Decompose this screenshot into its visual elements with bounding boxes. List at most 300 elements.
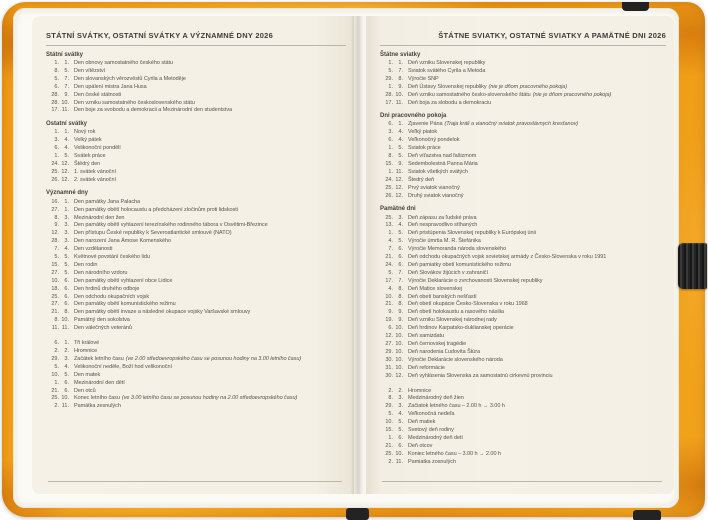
holiday-row — [46, 177, 346, 185]
holiday-day: 6. — [54, 83, 59, 90]
holiday-row — [380, 254, 666, 262]
elastic-band-top — [622, 2, 649, 11]
holiday-row — [380, 395, 666, 403]
holiday-label: Den vzniku samostatného československého státu — [74, 99, 195, 106]
holiday-month: 3. — [398, 395, 403, 402]
holiday-month: 6. — [64, 387, 69, 394]
holiday-label: 1. svátek vánoční — [74, 168, 116, 175]
holiday-label: Výročie Deklarácie slovenského národa — [408, 356, 503, 363]
holiday-day: 28. — [51, 91, 59, 98]
holiday-label: 2. svátek vánoční — [74, 176, 116, 183]
holiday-month: 8. — [398, 293, 403, 300]
holiday-day: 1. — [54, 129, 59, 136]
holiday-row — [46, 262, 346, 270]
holiday-month: 12. — [395, 192, 403, 199]
holiday-label: Sedembolestná Panna Mária — [408, 160, 478, 167]
holiday-row — [46, 137, 346, 145]
holiday-month: 3. — [64, 222, 69, 229]
holiday-label: Nový rok — [74, 129, 96, 136]
holiday-row — [380, 60, 666, 68]
holiday-day: 10. — [51, 277, 59, 284]
holiday-month: 3. — [64, 230, 69, 237]
holiday-day: 24. — [385, 176, 393, 183]
holiday-day: 6. — [388, 137, 393, 144]
holiday-month: 5. — [398, 230, 403, 237]
holiday-label: Mezinárodní den žen — [74, 214, 125, 221]
section-heading: Ostatní svátky — [46, 120, 88, 127]
holiday-label: Deň otcov — [408, 442, 433, 449]
holiday-month: 10. — [395, 450, 403, 457]
holiday-row — [380, 193, 666, 201]
holiday-month: 6. — [64, 301, 69, 308]
holiday-row — [380, 427, 666, 435]
holiday-month: 5. — [64, 67, 69, 74]
holiday-day: 8. — [54, 317, 59, 324]
holiday-month: 6. — [398, 261, 403, 268]
holiday-month: 10. — [395, 341, 403, 347]
holiday-row — [46, 246, 346, 254]
holiday-day: 11. — [51, 325, 59, 332]
holiday-label: Deň vzniku Slovenskej republiky — [408, 60, 486, 66]
holiday-month: 1. — [64, 198, 69, 205]
holiday-row — [380, 419, 666, 427]
holiday-label: Medzinárodný deň detí — [408, 434, 463, 441]
holiday-month: 5. — [64, 269, 69, 276]
holiday-day: 24. — [385, 261, 393, 268]
holiday-label: Deň vzniku Slovenskej národnej rady — [408, 317, 497, 324]
holiday-label: Sviatok všetkých svätých — [408, 168, 468, 175]
holiday-label: Tři králové — [74, 340, 100, 347]
holiday-label: Den narození Jana Ámose Komenského — [74, 238, 172, 245]
holiday-month: 2. — [398, 387, 403, 394]
holiday-label: Štědrý den — [74, 160, 101, 167]
holiday-month: 5. — [64, 153, 69, 160]
holiday-row — [46, 68, 346, 76]
holiday-day: 15. — [385, 160, 393, 167]
holiday-row — [380, 365, 666, 373]
holiday-row — [380, 92, 666, 100]
holiday-month: 6. — [398, 434, 403, 441]
holiday-label: Druhý sviatok vianočný — [408, 192, 464, 199]
holiday-day: 1. — [388, 60, 393, 66]
section-heading: Pamätné dni — [380, 206, 416, 212]
holiday-day: 8. — [388, 395, 393, 402]
holiday-day: 1. — [388, 168, 393, 175]
holiday-row — [46, 309, 346, 317]
holiday-day: 17. — [51, 107, 59, 114]
holiday-label: Den rodin — [74, 261, 98, 268]
holiday-month: 12. — [61, 176, 69, 183]
section-heading: Štátne sviatky — [380, 51, 421, 58]
holiday-day: 7. — [54, 246, 59, 253]
holiday-row — [380, 333, 666, 341]
holiday-month: 6. — [64, 285, 69, 292]
holiday-day: 30. — [385, 372, 393, 379]
holiday-day: 29. — [385, 75, 393, 82]
holiday-note: (ve 3.00 letního času se posunou hodiny na 2.00 středoevropského času) — [121, 395, 298, 402]
holiday-label: Sviatok práce — [408, 145, 441, 152]
elastic-band-bottom-left — [346, 508, 369, 520]
holiday-day: 5. — [54, 363, 59, 370]
holiday-month: 6. — [398, 246, 403, 253]
holiday-label: Deň zápasu za ľudské práva — [408, 214, 477, 221]
holiday-label: Pamiatka zosnulých — [408, 458, 457, 465]
holiday-label: Sviatok svätého Cyrila a Metoda — [408, 67, 486, 74]
holiday-day: 8. — [54, 214, 59, 221]
holiday-sections — [380, 51, 666, 467]
holiday-label: Deň pristúpenia Slovenskej republiky k Európskej únii — [408, 230, 536, 237]
holiday-row — [380, 309, 666, 317]
holiday-month: 9. — [398, 309, 403, 316]
holiday-label: Deň Matice slovenskej — [408, 285, 462, 292]
holiday-label: Den válečných veteránů — [74, 325, 132, 332]
holiday-row — [380, 325, 666, 333]
holiday-label: Velikonoční pondělí — [74, 145, 121, 152]
holiday-label: Začátek letního času — [74, 355, 124, 362]
holiday-row — [380, 262, 666, 270]
holiday-month: 9. — [398, 317, 403, 324]
holiday-row — [380, 411, 666, 419]
holiday-month: 7. — [398, 269, 403, 276]
holiday-month: 8. — [64, 309, 69, 316]
left-page — [32, 16, 354, 494]
right-page-content — [380, 24, 666, 494]
holiday-day: 1. — [54, 379, 59, 386]
holiday-month: 7. — [398, 277, 403, 284]
holiday-day: 28. — [51, 99, 59, 106]
holiday-month: 11. — [61, 325, 69, 332]
holiday-month: 10. — [395, 91, 403, 98]
holiday-month: 10. — [395, 364, 403, 371]
holiday-day: 28. — [51, 238, 59, 245]
holiday-label: Den upálení mistra Jana Husa — [74, 83, 147, 90]
holiday-month: 10. — [395, 333, 403, 340]
holiday-day: 5. — [388, 67, 393, 74]
holiday-row — [380, 301, 666, 309]
holiday-day: 2. — [388, 458, 393, 465]
holiday-month: 7. — [64, 75, 69, 82]
title-rule — [380, 45, 666, 46]
holiday-note: (nie je dňom pracovného pokoja) — [488, 83, 568, 90]
holiday-day: 24. — [51, 160, 59, 167]
holiday-day: 27. — [51, 301, 59, 308]
holiday-day: 6. — [54, 340, 59, 347]
holiday-month: 6. — [64, 379, 69, 386]
holiday-month: 10. — [395, 356, 403, 363]
holiday-month: 10. — [61, 317, 69, 324]
holiday-row — [380, 129, 666, 137]
holiday-day: 25. — [385, 214, 393, 221]
holiday-row — [380, 137, 666, 145]
holiday-day: 26. — [51, 176, 59, 183]
holiday-row — [46, 199, 346, 207]
holiday-month: 3. — [398, 214, 403, 221]
holiday-label: Hromnice — [408, 387, 432, 394]
holiday-label: Den památky obětí invaze a následné okupace vojsky Varšavské smlouvy — [74, 309, 251, 316]
holiday-month: 4. — [64, 145, 69, 152]
holiday-month: 11. — [395, 99, 403, 106]
holiday-day: 4. — [388, 285, 393, 292]
holiday-day: 7. — [388, 246, 393, 253]
holiday-row — [380, 169, 666, 177]
holiday-month: 9. — [398, 160, 403, 167]
holiday-month: 4. — [398, 222, 403, 229]
holiday-day: 27. — [385, 341, 393, 347]
holiday-label: Svetový deň rodiny — [408, 427, 454, 434]
holiday-month: 6. — [64, 293, 69, 300]
bottom-rule — [48, 481, 342, 482]
holiday-note: (Traja králi a vianočný sviatok pravoslávnych kresťanov) — [444, 121, 579, 128]
holiday-label: Den otců — [74, 387, 96, 394]
holiday-row — [380, 215, 666, 223]
holiday-day: 28. — [385, 91, 393, 98]
holiday-row — [46, 145, 346, 153]
holiday-day: 13. — [385, 222, 393, 229]
holiday-month: 3. — [64, 238, 69, 245]
right-page — [366, 16, 674, 494]
holiday-label: Den památky obětí vyhlazení terezínského rodinného tábora v Osvětimi-Březince — [74, 222, 268, 229]
holiday-day: 15. — [51, 261, 59, 268]
holiday-label: Mezinárodní den dětí — [74, 379, 125, 386]
section-gap — [46, 333, 346, 340]
holiday-month: 11. — [61, 403, 69, 410]
holiday-row — [46, 107, 346, 115]
holiday-day: 16. — [51, 198, 59, 205]
holiday-sections — [46, 51, 346, 412]
holiday-month: 5. — [398, 419, 403, 426]
section-heading: Dni pracovného pokoja — [380, 112, 447, 119]
holiday-day: 1. — [388, 434, 393, 441]
holiday-row — [380, 84, 666, 92]
holiday-day: 25. — [51, 168, 59, 175]
holiday-row — [380, 357, 666, 365]
holiday-row — [380, 145, 666, 153]
holiday-month: 5. — [64, 261, 69, 268]
holiday-label: Deň nespravodlivo stíhaných — [408, 222, 478, 229]
holiday-row — [380, 403, 666, 411]
holiday-label: Deň černovskej tragédie — [408, 341, 467, 347]
holiday-day: 18. — [51, 285, 59, 292]
holiday-month: 5. — [398, 145, 403, 152]
holiday-month: 5. — [398, 238, 403, 245]
holiday-label: Den vítězství — [74, 67, 106, 74]
pen-loop — [678, 243, 707, 289]
holiday-label: Deň narodenia Ľudovíta Štúra — [408, 348, 480, 355]
holiday-day: 5. — [54, 254, 59, 261]
holiday-row — [46, 215, 346, 223]
holiday-month: 9. — [398, 83, 403, 90]
holiday-month: 12. — [395, 372, 403, 379]
holiday-row — [380, 68, 666, 76]
holiday-day: 29. — [385, 348, 393, 355]
holiday-day: 29. — [51, 355, 59, 362]
holiday-day: 10. — [51, 371, 59, 378]
holiday-label: Den přístupu České republiky k Severoatlantické smlouvě (NATO) — [74, 230, 232, 237]
holiday-label: Deň Ústavy Slovenskej republiky — [408, 83, 487, 90]
holiday-label: Den boje za svobodu a demokracii a Mezinárodní den studentstva — [74, 107, 233, 114]
holiday-row — [380, 317, 666, 325]
holiday-day: 6. — [388, 121, 393, 128]
holiday-row — [46, 92, 346, 100]
holiday-row — [380, 100, 666, 108]
holiday-day: 6. — [388, 325, 393, 332]
holiday-row — [380, 286, 666, 294]
holiday-day: 1. — [388, 230, 393, 237]
holiday-label: Den slovanských věrozvěstů Cyrila a Metoděje — [74, 75, 186, 82]
holiday-label: Veľký piatok — [408, 129, 438, 136]
holiday-label: Konec letního času — [74, 395, 120, 402]
holiday-day: 9. — [388, 309, 393, 316]
holiday-month: 5. — [398, 427, 403, 434]
holiday-day: 9. — [54, 222, 59, 229]
holiday-month: 5. — [64, 254, 69, 261]
holiday-month: 8. — [398, 301, 403, 308]
holiday-month: 1. — [64, 340, 69, 347]
holiday-row — [46, 169, 346, 177]
holiday-row — [46, 254, 346, 262]
holiday-label: Deň obetí holokaustu a rasového násilia — [408, 309, 504, 316]
holiday-month: 5. — [398, 153, 403, 160]
holiday-row — [46, 153, 346, 161]
holiday-day: 26. — [385, 192, 393, 199]
holiday-label: Velký pátek — [74, 137, 102, 144]
diary-book-cover — [2, 2, 705, 517]
holiday-month: 12. — [61, 160, 69, 167]
holiday-row — [380, 238, 666, 246]
holiday-label: Výročie SNP — [408, 75, 439, 82]
holiday-day: 21. — [385, 301, 393, 308]
holiday-label: Štedrý deň — [408, 176, 435, 183]
holiday-label: Deň matiek — [408, 419, 436, 426]
holiday-month: 10. — [61, 99, 69, 106]
title-rule — [46, 45, 346, 46]
holiday-day: 8. — [54, 67, 59, 74]
holiday-day: 4. — [388, 238, 393, 245]
holiday-day: 25. — [51, 293, 59, 300]
holiday-row — [380, 246, 666, 254]
holiday-label: Deň hrdinov Karpatsko-duklianskej operácie — [408, 325, 514, 332]
holiday-label: Den památky obětí holocaustu a předcházení zločinům proti lidskosti — [74, 206, 238, 213]
holiday-label: Den památky obětí vyhlazení obce Lidice — [74, 277, 173, 284]
holiday-label: Medzinárodný deň žien — [408, 395, 464, 402]
holiday-month: 1. — [64, 60, 69, 66]
holiday-label: Začiatok letného času – 2.00 h → 3.00 h — [408, 403, 505, 410]
section-heading: Významné dny — [46, 190, 89, 197]
holiday-row — [46, 76, 346, 84]
holiday-label: Deň vyhlásenia Slovenska za samostatnú cirkevnú provinciu — [408, 372, 553, 379]
holiday-row — [46, 403, 346, 411]
holiday-month: 3. — [64, 214, 69, 221]
holiday-month: 10. — [395, 325, 403, 332]
holiday-day: 30. — [385, 356, 393, 363]
holiday-label: Prvý sviatok vianočný — [408, 184, 460, 191]
holiday-month: 9. — [64, 91, 69, 98]
holiday-row — [46, 161, 346, 169]
holiday-day: 21. — [385, 254, 393, 261]
holiday-label: Den matek — [74, 371, 101, 378]
holiday-row — [380, 443, 666, 451]
holiday-row — [46, 388, 346, 396]
holiday-month: 11. — [61, 107, 69, 114]
holiday-row — [46, 238, 346, 246]
holiday-label: Veľkonočná nedeľa — [408, 411, 455, 418]
holiday-row — [46, 364, 346, 372]
holiday-label: Výročie Memoranda národa slovenského — [408, 246, 507, 253]
holiday-day: 10. — [385, 419, 393, 426]
holiday-month: 3. — [64, 355, 69, 362]
holiday-day: 27. — [51, 206, 59, 213]
holiday-note: (nie je dňom pracovného pokoja) — [532, 91, 612, 98]
holiday-row — [46, 356, 346, 364]
holiday-row — [380, 341, 666, 349]
holiday-day: 25. — [51, 395, 59, 402]
holiday-month: 3. — [398, 403, 403, 410]
holiday-day: 21. — [51, 309, 59, 316]
holiday-day: 12. — [385, 333, 393, 340]
holiday-day: 2. — [388, 387, 393, 394]
holiday-day: 21. — [51, 387, 59, 394]
holiday-day: 1. — [54, 153, 59, 160]
elastic-band-bottom-right — [633, 510, 661, 520]
holiday-day: 25. — [385, 450, 393, 457]
holiday-row — [46, 84, 346, 92]
page-title: STÁTNÍ SVÁTKY, OSTATNÍ SVÁTKY A VÝZNAMNÉ DNY 2026 — [46, 31, 274, 40]
holiday-row — [46, 348, 346, 356]
holiday-day: 15. — [385, 427, 393, 434]
holiday-label: Deň víťazstva nad fašizmom — [408, 153, 477, 160]
holiday-row — [380, 222, 666, 230]
holiday-month: 6. — [398, 442, 403, 449]
holiday-row — [380, 270, 666, 278]
holiday-day: 3. — [388, 129, 393, 136]
holiday-day: 6. — [54, 145, 59, 152]
holiday-month: 11. — [395, 458, 403, 465]
holiday-label: Deň odchodu okupačných vojsk sovietskej armády z Česko-Slovenska v roku 1991 — [408, 254, 607, 261]
section-heading: Státní svátky — [46, 51, 84, 58]
holiday-month: 10. — [61, 395, 69, 402]
holiday-label: Deň boja za slobodu a demokraciu — [408, 99, 492, 106]
page-title: ŠTÁTNE SVIATKY, OSTATNÉ SVIATKY A PAMÄTNÉ DNI 2026 — [438, 31, 666, 40]
holiday-label: Deň Slovákov žijúcich v zahraničí — [408, 269, 488, 276]
gutter-shadow — [351, 16, 367, 494]
holiday-day: 25. — [385, 184, 393, 191]
holiday-day: 29. — [385, 403, 393, 410]
section-gap — [380, 381, 666, 388]
holiday-label: Památka zesnulých — [74, 403, 121, 410]
holiday-month: 8. — [398, 75, 403, 82]
holiday-month: 12. — [61, 168, 69, 175]
holiday-month: 6. — [398, 254, 403, 261]
holiday-month: 1. — [64, 129, 69, 136]
holiday-row — [46, 340, 346, 348]
holiday-row — [380, 153, 666, 161]
holiday-label: Výročie úmrtia M. R. Štefánika — [408, 238, 481, 245]
holiday-label: Výročie Deklarácie o zvrchovanosti Slovenskej republiky — [408, 277, 543, 284]
holiday-label: Den české státnosti — [74, 91, 122, 98]
holiday-label: Deň obetí okupácie Česko-Slovenska v roku 1968 — [408, 301, 528, 308]
holiday-month: 4. — [64, 363, 69, 370]
holiday-row — [46, 129, 346, 137]
holiday-label: Den vzdělanosti — [74, 246, 113, 253]
holiday-month: 1. — [398, 121, 403, 128]
holiday-month: 8. — [398, 285, 403, 292]
holiday-day: 12. — [51, 230, 59, 237]
holiday-month: 11. — [395, 168, 403, 175]
holiday-day: 31. — [385, 364, 393, 371]
holiday-month: 5. — [64, 371, 69, 378]
holiday-month: 4. — [398, 137, 403, 144]
holiday-row — [380, 459, 666, 467]
